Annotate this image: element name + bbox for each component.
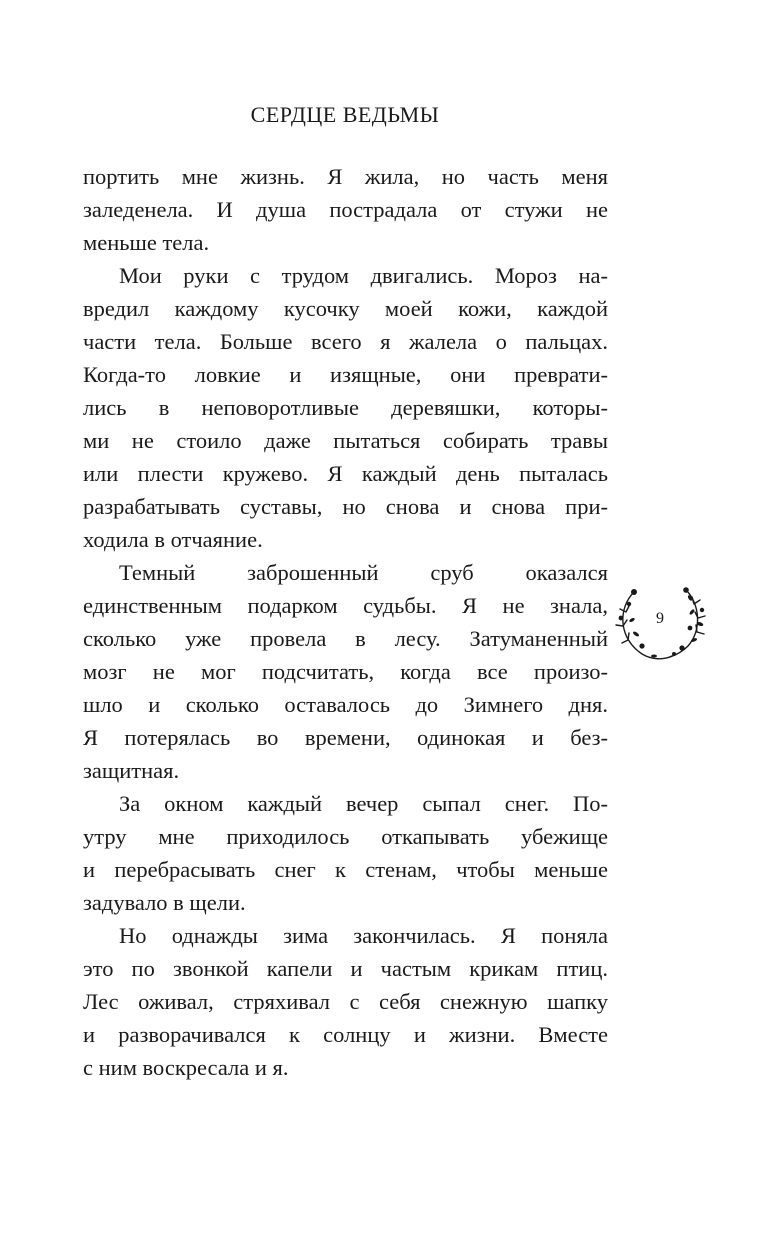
text-line: Когда-то ловкие и изящные, они преврати-	[83, 362, 608, 387]
text-line: утру мне приходилось откапывать убежище	[83, 824, 608, 849]
text-line: мозг не мог подсчитать, когда все произо-	[83, 659, 608, 684]
page-number: 9	[656, 610, 664, 627]
text-line: с ним воскресала и я.	[83, 1055, 289, 1080]
text-line: Я потерялась во времени, одинокая и без-	[83, 725, 608, 750]
body-text	[83, 160, 608, 1084]
text-line: ходила в отчаяние.	[83, 527, 263, 552]
text-line: единственным подарком судьбы. Я не знала,	[83, 593, 608, 618]
text-line: и перебрасывать снег к стенам, чтобы меньше	[83, 857, 608, 882]
text-line: и разворачивался к солнцу и жизни. Вместе	[83, 1022, 608, 1047]
text-line: Мои руки с трудом двигались. Мороз на-	[119, 263, 608, 288]
text-line: защитная.	[83, 758, 180, 783]
text-line: портить мне жизнь. Я жила, но часть меня	[83, 164, 608, 189]
text-line: это по звонкой капели и частым крикам птиц.	[83, 956, 608, 981]
text-line: шло и сколько оставалось до Зимнего дня.	[83, 692, 608, 717]
text-line: заледенела. И душа пострадала от стужи не	[83, 197, 608, 222]
text-line: вредил каждому кусочку моей кожи, каждой	[83, 296, 608, 321]
text-line: Лес оживал, стряхивал с себя снежную шапку	[83, 989, 608, 1014]
running-head-title: СЕРДЦЕ ВЕДЬМЫ	[250, 102, 440, 127]
text-line: разрабатывать суставы, но снова и снова при-	[83, 494, 608, 519]
text-line: части тела. Больше всего я жалела о пальцах.	[83, 329, 608, 354]
text-line: меньше тела.	[83, 230, 210, 255]
text-line: ми не стоило даже пытаться собирать травы	[83, 428, 608, 453]
text-line: Темный заброшенный сруб оказался	[119, 560, 608, 585]
text-line: Но однажды зима закончилась. Я поняла	[119, 923, 608, 948]
text-line: сколько уже провела в лесу. Затуманенный	[83, 626, 608, 651]
text-line: задувало в щели.	[83, 890, 246, 915]
text-line: За окном каждый вечер сыпал снег. По-	[119, 791, 608, 816]
text-line: лись в неповоротливые деревяшки, которы-	[83, 395, 608, 420]
text-line: или плести кружево. Я каждый день пыталась	[83, 461, 608, 486]
